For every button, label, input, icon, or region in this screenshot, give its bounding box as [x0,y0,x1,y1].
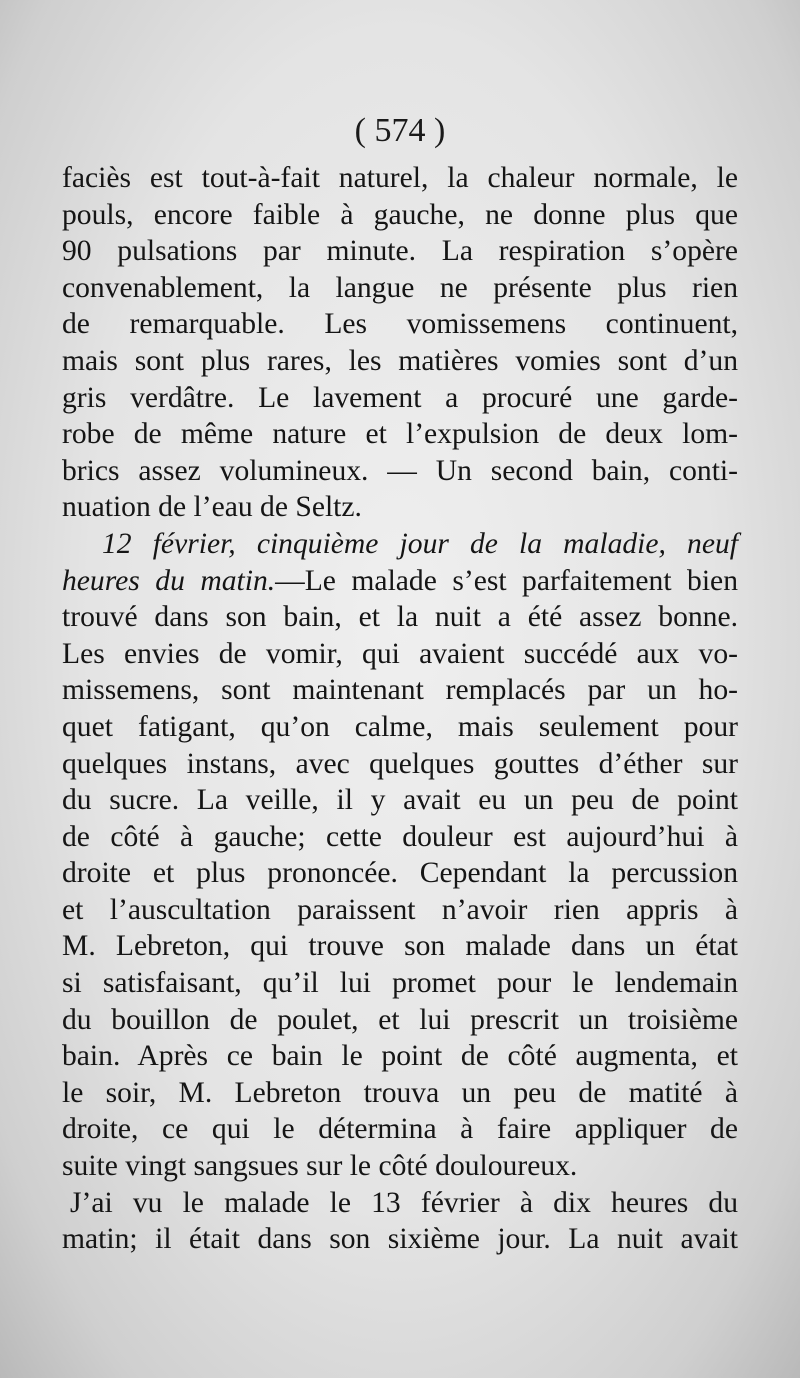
text-line-date-heading: 12 février, cinquième jour de la maladie, neuf [102,527,738,560]
text-line: nuation de l’eau de Seltz. [62,491,362,524]
text-line: du sucre. La veille, il y avait eu un peu de point [62,784,738,817]
text-line: de côté à gauche; cette douleur est aujourd’hui à [62,820,738,853]
text-line: brics assez volumineux. — Un second bain, conti- [62,454,738,487]
text-line: pouls, encore faible à gauche, ne donne plus que [62,198,738,231]
italic-time-label: heures du matin. [62,564,276,597]
text-line: robe de même nature et l’expulsion de deux lom- [62,418,738,451]
text-line: missemens, sont maintenant remplacés par un ho- [62,674,738,707]
text-line: J’ai vu le malade le 13 février à dix heures du [70,1186,738,1219]
line-rest: —Le malade s’est parfaitement bien [275,564,738,597]
text-line: gris verdâtre. Le lavement a procuré une garde- [62,381,738,414]
text-line: 90 pulsations par minute. La respiration s’opère [62,235,738,268]
text-line: trouvé dans son bain, et la nuit a été assez bonne. [62,601,738,634]
text-line: M. Lebreton, qui trouve son malade dans un état [62,930,738,963]
text-line: matin; il était dans son sixième jour. La nuit avait [62,1223,738,1256]
text-line-date-heading-continued [62,563,738,600]
text-line: faciès est tout-à-fait naturel, la chaleur normale, le [62,162,738,194]
text-line: et l’auscultation paraissent n’avoir rien appris à [62,893,738,926]
text-line: bain. Après ce bain le point de côté augmenta, et [62,1040,738,1073]
text-line: Les envies de vomir, qui avaient succédé aux vo- [62,637,738,670]
text-line: mais sont plus rares, les matières vomies sont d’un [62,344,738,377]
text-line: quet fatigant, qu’on calme, mais seulement pour [62,710,738,743]
text-line: suite vingt sangsues sur le côté douloureux. [62,1150,578,1183]
body-text [62,160,738,1258]
text-line: de remarquable. Les vomissemens continuent, [62,308,738,341]
page-number: ( 574 ) [354,112,446,149]
text-line: convenablement, la langue ne présente plus rien [62,271,738,304]
text-line: quelques instans, avec quelques gouttes d’éther sur [62,747,738,780]
text-line: droite, ce qui le détermina à faire appliquer de [62,1113,738,1146]
text-line: si satisfaisant, qu’il lui promet pour le lendemain [62,967,738,1000]
text-line: le soir, M. Lebreton trouva un peu de matité à [62,1076,738,1109]
text-line: droite et plus prononcée. Cependant la percussion [62,857,738,890]
text-line: du bouillon de poulet, et lui prescrit un troisième [62,1003,738,1036]
